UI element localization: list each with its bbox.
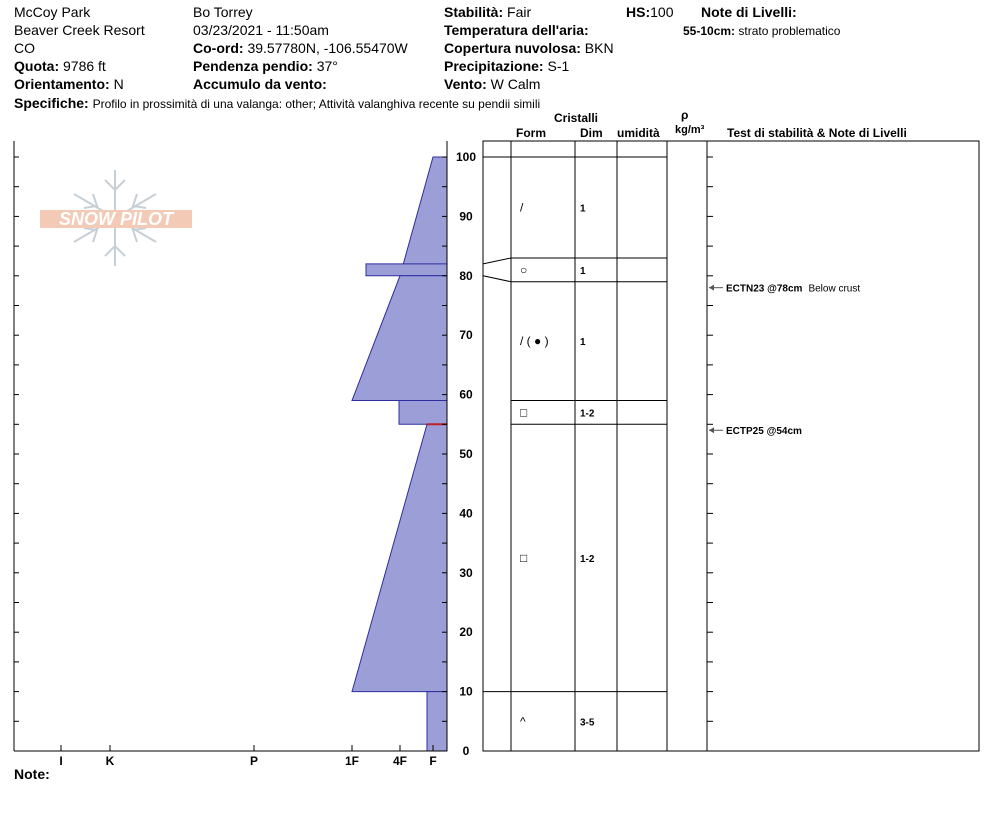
x-tick-label: K — [105, 754, 115, 768]
test-result — [726, 284, 860, 295]
tests-header: Test di stabilità & Note di Livelli — [727, 126, 907, 140]
layer-form: ○ — [520, 262, 528, 277]
layer-form: / ( ● ) — [520, 334, 549, 349]
y-tick-label: 30 — [459, 565, 473, 580]
observer: Bo Torrey — [193, 4, 253, 20]
arrow-head-icon — [709, 285, 714, 291]
x-tick-label: 4F — [392, 754, 408, 768]
y-tick-label: 40 — [459, 506, 473, 521]
density-unit-header: kg/m³ — [675, 124, 705, 136]
layer-size: 1-2 — [580, 408, 595, 420]
test-result — [726, 426, 802, 437]
x-tick-label: P — [249, 754, 259, 768]
snowpilot-logo — [40, 170, 192, 266]
arrow-head-icon — [709, 427, 714, 433]
wind-label: Vento: — [444, 76, 487, 92]
sky-value: BKN — [584, 40, 614, 56]
sky-label: Copertura nuvolosa: — [444, 40, 581, 56]
layer-size: 1 — [580, 203, 586, 215]
coord-value: 39.57780N, -106.55470W — [247, 40, 408, 56]
wind-value: W Calm — [490, 76, 541, 92]
y-tick-label: 80 — [459, 268, 473, 283]
layer-size: 1-2 — [580, 553, 595, 565]
air-temp-label: Temperatura dell'aria: — [444, 22, 589, 38]
x-tick-label: F — [429, 754, 437, 768]
elevation-value: 9786 ft — [63, 58, 106, 74]
y-tick-label: 20 — [459, 625, 473, 640]
x-tick-label: I — [59, 754, 63, 768]
datetime: 03/23/2021 - 11:50am — [193, 22, 329, 38]
test-result-code: ECTN23 @78cm — [726, 283, 803, 295]
hardness-segment — [399, 401, 447, 425]
elevation-label: Quota: — [14, 58, 60, 74]
coord-label: Co-ord: — [193, 40, 244, 56]
hs-value: 100 — [650, 4, 674, 20]
aspect-label: Orientamento: — [14, 76, 110, 92]
layer-note-text: strato problematico — [738, 24, 841, 38]
state: CO — [14, 40, 35, 56]
dim-header: Dim — [580, 126, 603, 140]
y-tick-label: 70 — [459, 328, 473, 343]
slope-value: 37° — [316, 58, 338, 74]
wind-loading-label: Accumulo da vento: — [193, 76, 327, 92]
note-label: Note: — [14, 766, 50, 782]
precip-value: S-1 — [547, 58, 570, 74]
specifics-value: Profilo in prossimità di una valanga: other; Attività valanghiva recente su pendii simili — [92, 97, 541, 111]
hardness-segment — [352, 424, 447, 691]
stability-value: Fair — [507, 4, 532, 20]
hardness-segment — [366, 264, 447, 276]
hs-label: HS: — [626, 4, 651, 20]
y-tick-label: 10 — [459, 684, 473, 699]
layer-form: □ — [520, 550, 528, 565]
y-tick-label: 0 — [462, 744, 470, 758]
x-tick-label: 1F — [344, 754, 360, 768]
form-header: Form — [516, 126, 546, 140]
crystals-header: Cristalli — [554, 111, 599, 125]
layer-table-frame — [483, 141, 979, 751]
hardness-segment — [400, 157, 447, 276]
layer-connector — [483, 258, 511, 264]
area: Beaver Creek Resort — [14, 22, 145, 38]
hardness-segment — [352, 276, 447, 401]
logo-text: SNOW PILOT — [59, 209, 173, 229]
layer-form: / — [520, 200, 524, 215]
layer-size: 1 — [580, 265, 586, 277]
layer-note-depth: 55-10cm: — [683, 24, 736, 38]
layer-form: ^ — [520, 714, 526, 729]
test-note: Below crust — [808, 283, 861, 295]
layer-notes-label: Note di Livelli: — [701, 4, 797, 20]
y-tick-label: 50 — [459, 447, 473, 461]
moisture-header: umidità — [617, 126, 660, 140]
y-tick-label: 100 — [455, 150, 477, 164]
layer-size: 3-5 — [580, 717, 595, 729]
stability-label: Stabilità: — [444, 4, 504, 20]
layer-size: 1 — [580, 337, 586, 349]
y-tick-label: 90 — [459, 209, 473, 224]
specifics-label: Specifiche: — [14, 95, 89, 111]
layer-connector — [483, 276, 511, 282]
slope-label: Pendenza pendio: — [193, 58, 313, 74]
location: McCoy Park — [14, 4, 91, 20]
layer-form: □ — [520, 405, 528, 420]
y-tick-label: 60 — [459, 387, 473, 402]
aspect-value: N — [113, 76, 124, 92]
precip-label: Precipitazione: — [444, 58, 544, 74]
test-result-code: ECTP25 @54cm — [726, 426, 802, 438]
rho-header: ρ — [681, 108, 689, 122]
